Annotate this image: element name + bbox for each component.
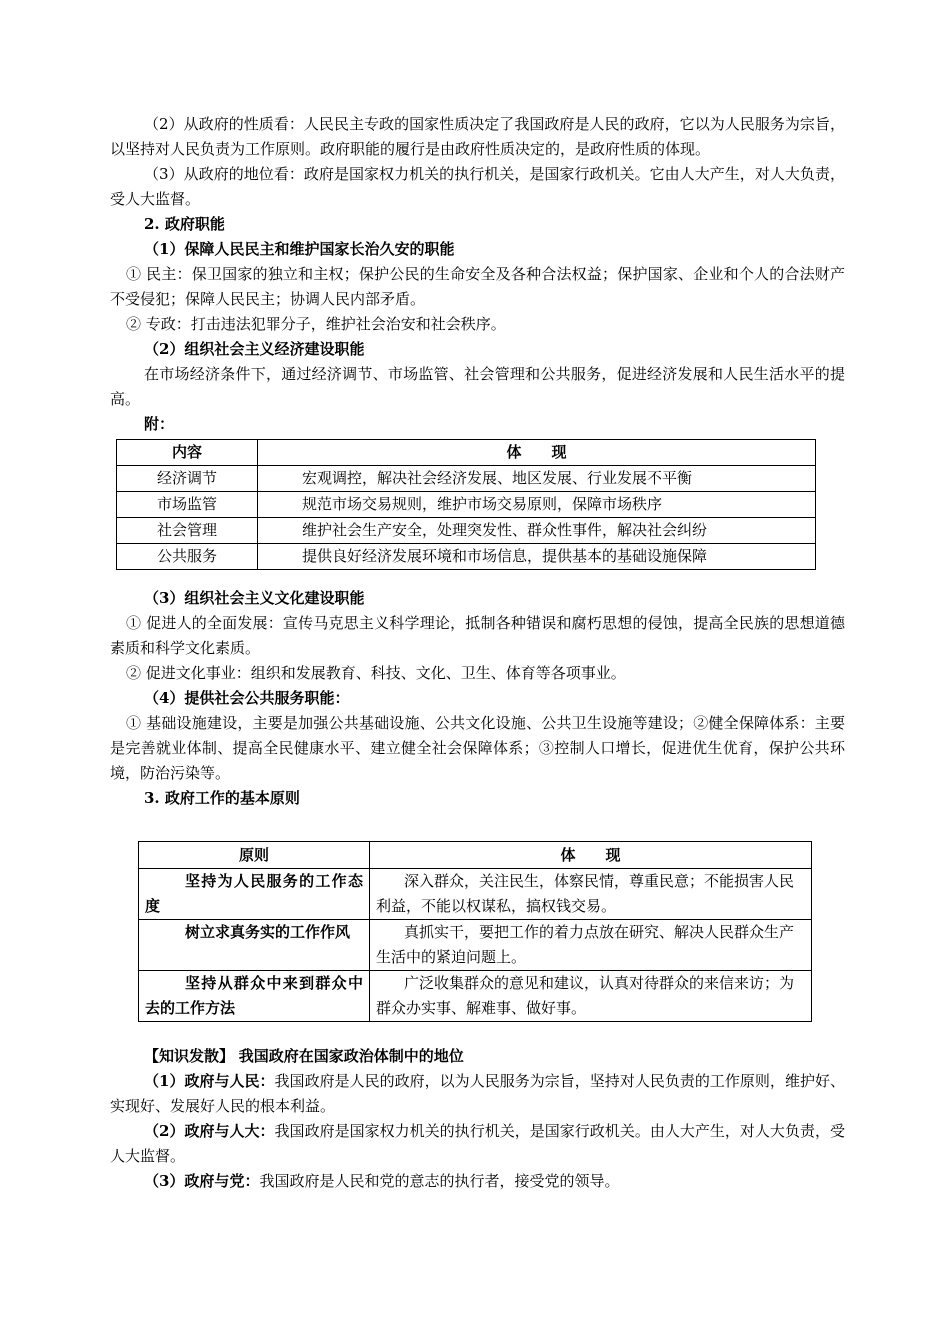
label-gov-and-npc: （2）政府与人大： (144, 1122, 275, 1140)
table-row (117, 544, 816, 570)
table-cell: 公共服务 (117, 544, 258, 570)
paragraph-cultural-undertakings: ② 促进文化事业：组织和发展教育、科技、文化、卫生、体育等各项事业。 (126, 664, 626, 682)
paragraph-economic: 在市场经济条件下，通过经济调节、市场监管、社会管理和公共服务，促进经济发展和人民生活水平的提高。 (110, 365, 845, 408)
table-row (139, 971, 812, 1022)
table-cell: 宏观调控，解决社会经济发展、地区发展、行业发展不平衡 (258, 466, 816, 492)
table-header-cell: 内容 (117, 440, 258, 466)
document-body (110, 112, 845, 1194)
paragraph-public-service: ① 基础设施建设，主要是加强公共基础设施、公共文化设施、公共卫生设施等建设；②健全保障体系：主要是完善就业体制、提高全民健康水平、建立健全社会保障体系；③控制人口增长，促进优生优育，保护公共环境，防治污染等。 (110, 714, 845, 782)
table-cell: 坚持从群众中来到群众中去的工作方法 (139, 971, 370, 1022)
table-header-cell: 原则 (139, 842, 370, 869)
table-header-cell: 体 现 (258, 440, 816, 466)
table-row (117, 466, 816, 492)
table-cell: 提供良好经济发展环境和市场信息，提供基本的基础设施保障 (258, 544, 816, 570)
table-cell: 规范市场交易规则，维护市场交易原则，保障市场秩序 (258, 492, 816, 518)
knowledge-tag: 【知识发散】 (144, 1047, 235, 1065)
paragraph-government-status: （3）从政府的地位看：政府是国家权力机关的执行机关，是国家行政机关。它由人大产生，对人大负责，受人大监督。 (110, 165, 845, 208)
text-gov-and-npc: 我国政府是国家权力机关的执行机关，是国家行政机关。由人大产生，对人大负责，受人大监督。 (110, 1122, 845, 1165)
table-row (139, 869, 812, 920)
paragraph-human-development: ① 促进人的全面发展：宣传马克思主义科学理论，抵制各种错误和腐朽思想的侵蚀，提高全民族的思想道德素质和科学文化素质。 (110, 614, 845, 657)
table-row (117, 492, 816, 518)
text-gov-and-people: 我国政府是人民的政府，以为人民服务为宗旨，坚持对人民负责的工作原则，维护好、实现好、发展好人民的根本利益。 (110, 1072, 845, 1115)
table-header-row (139, 842, 812, 869)
table-cell: 坚持为人民服务的工作态度 (139, 869, 370, 920)
table-cell: 树立求真务实的工作作风 (139, 920, 370, 971)
label-gov-and-party: （3）政府与党： (144, 1172, 260, 1190)
table-cell: 真抓实干，要把工作的着力点放在研究、解决人民群众生产生活中的紧迫问题上。 (370, 920, 812, 971)
table-header-cell: 体 现 (370, 842, 812, 869)
subheading-public-service: （4）提供社会公共服务职能： (144, 689, 350, 707)
paragraph-government-nature: （2）从政府的性质看：人民民主专政的国家性质决定了我国政府是人民的政府，它以为人民服务为宗旨，以坚持对人民负责为工作原则。政府职能的履行是由政府性质决定的，是政府性质的体现。 (110, 115, 845, 158)
paragraph-gov-and-npc (110, 1119, 845, 1169)
table-cell: 维护社会生产安全，处理突发性、群众性事件，解决社会纠纷 (258, 518, 816, 544)
work-principles-table (138, 841, 812, 1022)
appendix-label: 附： (144, 415, 175, 433)
section-heading-principles: 3. 政府工作的基本原则 (144, 789, 300, 807)
table-cell: 经济调节 (117, 466, 258, 492)
table-header-row (117, 440, 816, 466)
subheading-economic-function: （2）组织社会主义经济建设职能 (144, 340, 365, 358)
table-cell: 广泛收集群众的意见和建议，认真对待群众的来信来访；为群众办实事、解难事、做好事。 (370, 971, 812, 1022)
table-cell: 社会管理 (117, 518, 258, 544)
knowledge-title: 我国政府在国家政治体制中的地位 (238, 1047, 464, 1065)
paragraph-gov-and-people (110, 1069, 845, 1119)
table-row (139, 920, 812, 971)
section-heading-functions: 2. 政府职能 (144, 215, 225, 233)
label-gov-and-people: （1）政府与人民： (144, 1072, 275, 1090)
economic-functions-table (116, 439, 816, 570)
text-gov-and-party: 我国政府是人民和党的意志的执行者，接受党的领导。 (259, 1172, 620, 1190)
subheading-culture-function: （3）组织社会主义文化建设职能 (144, 589, 365, 607)
table-cell: 市场监管 (117, 492, 258, 518)
paragraph-democracy: ① 民主：保卫国家的独立和主权；保护公民的生命安全及各种合法权益；保护国家、企业和个人的合法财产不受侵犯；保障人民民主；协调人民内部矛盾。 (110, 265, 845, 308)
knowledge-heading (110, 1044, 845, 1069)
table-cell: 深入群众，关注民生，体察民情，尊重民意；不能损害人民利益，不能以权谋私，搞权钱交易。 (370, 869, 812, 920)
subheading-democracy-function: （1）保障人民民主和维护国家长治久安的职能 (144, 240, 455, 258)
paragraph-dictatorship: ② 专政：打击违法犯罪分子，维护社会治安和社会秩序。 (126, 315, 506, 333)
spacer (110, 1022, 845, 1044)
paragraph-gov-and-party (110, 1169, 845, 1194)
spacer (110, 570, 845, 586)
table-row (117, 518, 816, 544)
